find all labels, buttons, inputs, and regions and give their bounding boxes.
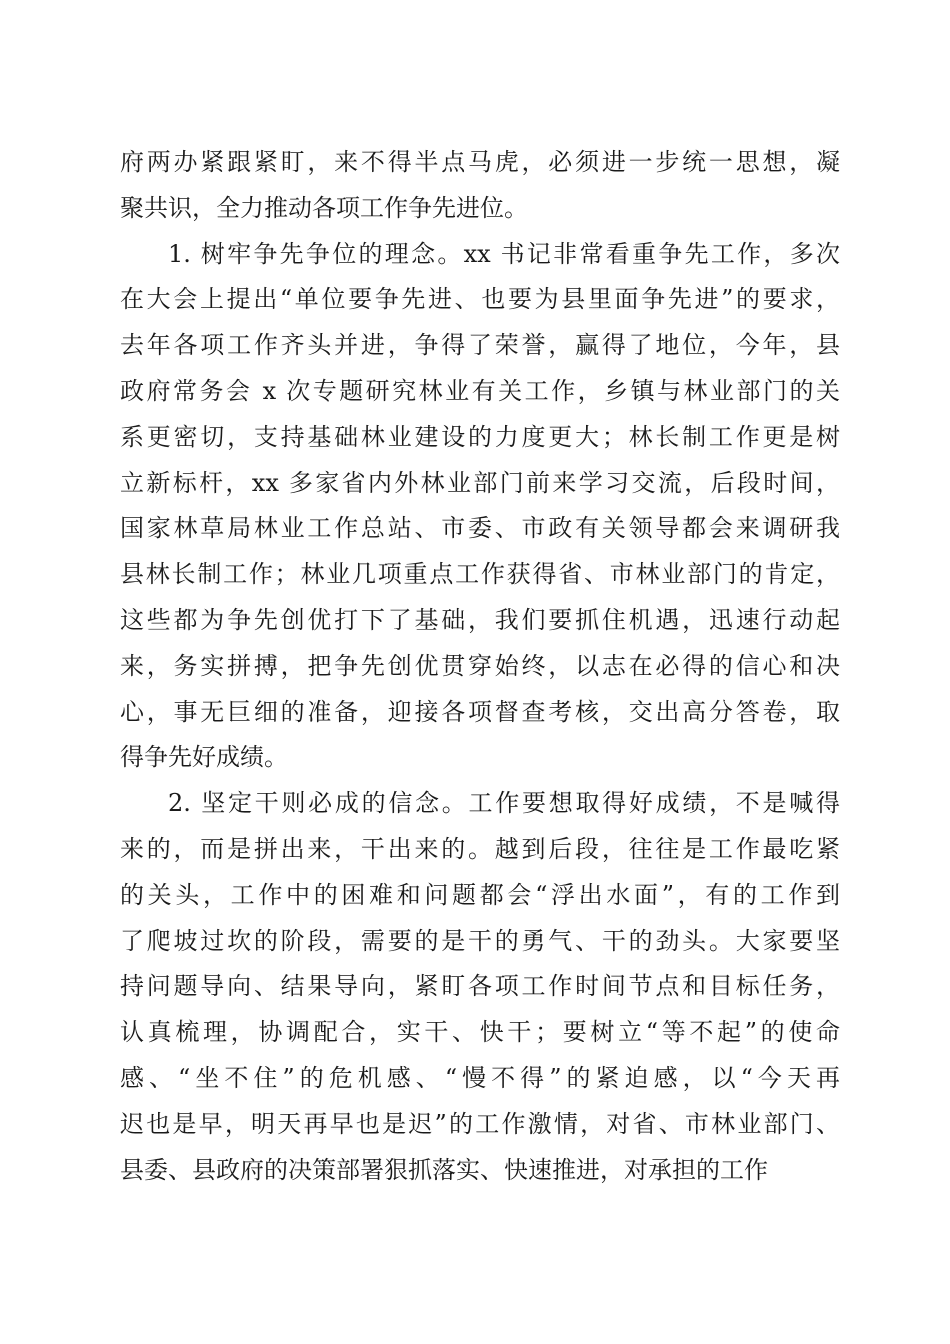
text-line: 感、“坐不住”的危机感、“慢不得”的紧迫感，以“今天再 xyxy=(120,1063,840,1092)
text-line: 了爬坡过坎的阶段，需要的是干的勇气、干的劲头。大家要坚 xyxy=(120,926,840,955)
text-line: 县林长制工作；林业几项重点工作获得省、市林业部门的肯定， xyxy=(120,560,840,589)
text-line: 政府常务会 x 次专题研究林业有关工作，乡镇与林业部门的关 xyxy=(120,376,840,405)
text-line: 的关头，工作中的困难和问题都会“浮出水面”，有的工作到 xyxy=(120,880,840,909)
paragraph xyxy=(120,140,840,232)
text-line: 心，事无巨细的准备，迎接各项督查考核，交出高分答卷，取 xyxy=(120,697,840,726)
text-line: 府两办紧跟紧盯，来不得半点马虎，必须进一步统一思想，凝 xyxy=(120,148,840,176)
text-line: 国家林草局林业工作总站、市委、市政有关领导都会来调研我 xyxy=(120,514,840,543)
text-line: 这些都为争先创优打下了基础，我们要抓住机遇，迅速行动起 xyxy=(120,605,840,634)
text-line: 2. 坚定干则必成的信念。工作要想取得好成绩，不是喊得 xyxy=(168,789,840,818)
text-line: 去年各项工作齐头并进，争得了荣誉，赢得了地位，今年，县 xyxy=(120,331,840,360)
text-line: 得争先好成绩。 xyxy=(120,743,288,772)
text-line: 迟也是早，明天再早也是迟”的工作激情，对省、市林业部门、 xyxy=(120,1109,840,1138)
body-text xyxy=(120,140,840,1193)
text-line: 来的，而是拼出来，干出来的。越到后段，往往是工作最吃紧 xyxy=(120,834,840,863)
text-line: 立新标杆，xx 多家省内外林业部门前来学习交流，后段时间， xyxy=(120,468,840,497)
text-line: 来，务实拼搏，把争先创优贯穿始终，以志在必得的信心和决 xyxy=(120,651,840,680)
paragraph xyxy=(120,781,840,1193)
text-line: 聚共识，全力推动各项工作争先进位。 xyxy=(120,193,528,222)
text-line: 持问题导向、结果导向，紧盯各项工作时间节点和目标任务， xyxy=(120,972,840,1001)
text-line: 1. 树牢争先争位的理念。xx 书记非常看重争先工作，多次 xyxy=(168,239,840,268)
paragraph xyxy=(120,232,840,782)
text-line: 在大会上提出“单位要争先进、也要为县里面争先进”的要求， xyxy=(120,285,840,314)
text-line: 认真梳理，协调配合，实干、快干；要树立“等不起”的使命 xyxy=(120,1018,840,1047)
text-line: 县委、县政府的决策部署狠抓落实、快速推进，对承担的工作 xyxy=(120,1155,768,1184)
text-line: 系更密切，支持基础林业建设的力度更大；林长制工作更是树 xyxy=(120,422,840,451)
